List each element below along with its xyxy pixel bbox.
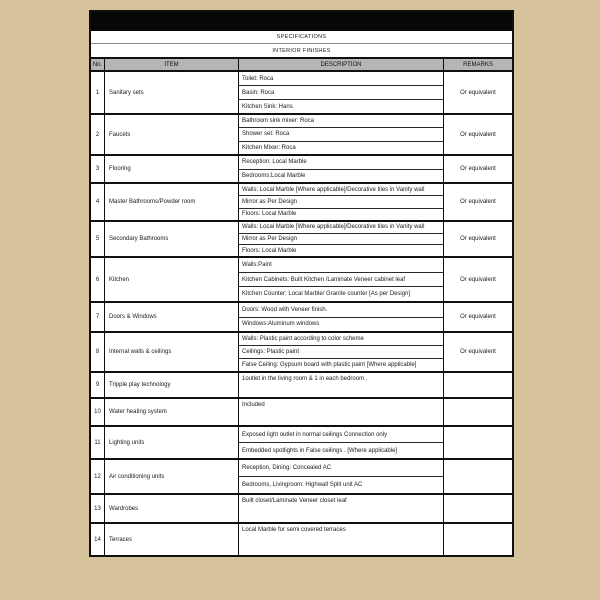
remarks-cell: Or equivalent (460, 314, 496, 320)
description-cell (239, 373, 444, 397)
description-cell (239, 72, 444, 113)
row-number-cell: 9 (91, 373, 105, 397)
spec-table-body (91, 72, 512, 555)
table-row (91, 373, 512, 399)
table-row (91, 460, 512, 495)
row-number-cell: 4 (91, 184, 105, 220)
row-number-cell: 7 (91, 303, 105, 331)
item-cell: Doors & Windows (105, 303, 239, 331)
remarks-cell (444, 373, 512, 397)
item-cell: Internal walls & ceilings (105, 333, 239, 371)
remarks-cell (444, 495, 512, 522)
description-line: Shower set: Roca (239, 128, 443, 141)
description-line: Mirror as Per Design (239, 234, 443, 246)
table-row (91, 524, 512, 555)
item-cell: Sanitary sets (105, 72, 239, 113)
document-subtitle: INTERIOR FINISHES (91, 44, 512, 59)
remarks-cell (444, 427, 512, 458)
table-row (91, 333, 512, 373)
description-line: Walls: Local Marble [Where applicable]/Decorative tiles in Vanity wall (239, 222, 443, 234)
table-row (91, 115, 512, 156)
row-number-cell: 14 (91, 524, 105, 555)
remarks-cell (444, 524, 512, 555)
item-cell: Flooring (105, 156, 239, 182)
description-line: Kitchen Sink: Hans (242, 103, 293, 110)
item-cell: Lighting units (105, 427, 239, 458)
table-row (91, 399, 512, 427)
row-number-cell: 8 (91, 333, 105, 371)
remarks-cell: Or equivalent (460, 349, 496, 355)
description-line: Reception, Dining: Concealed AC (239, 460, 443, 477)
remarks-cell: Or equivalent (460, 166, 496, 172)
table-row (91, 258, 512, 303)
table-row (91, 427, 512, 460)
table-header-row (91, 59, 512, 72)
row-number-cell: 2 (91, 115, 105, 154)
document-title: SPECIFICATIONS (91, 31, 512, 44)
description-cell (239, 258, 444, 301)
remarks-cell (444, 460, 512, 493)
row-number-cell: 3 (91, 156, 105, 182)
description-line: Included (242, 402, 265, 408)
description-line: Walls: Local Marble [Where applicable]/Decorative tiles in Vanity wall (239, 184, 443, 196)
remarks-cell: Or equivalent (460, 199, 496, 205)
description-cell (239, 156, 444, 182)
description-line: Walls: Plastic paint according to color scheme (239, 333, 443, 346)
description-line: 1outlet in the living room & 1 in each bedroom . (242, 376, 368, 382)
description-line: Reception: Local Marble (239, 156, 443, 170)
remarks-cell: Or equivalent (460, 131, 496, 138)
row-number-cell: 5 (91, 222, 105, 256)
column-header-remarks: REMARKS (463, 61, 493, 68)
description-line: Built closet/Laminate Veneer closet leaf (242, 498, 347, 504)
description-cell (239, 184, 444, 220)
column-header-no: No. (91, 59, 105, 70)
description-line: False Ceiling: Gypsum board with plastic paint [Where applicable] (242, 362, 417, 368)
description-line: Mirror as Per Design (239, 196, 443, 208)
item-cell: Secondary Bathrooms (105, 222, 239, 256)
description-cell (239, 115, 444, 154)
table-row (91, 184, 512, 222)
description-line: Ceilings: Plastic paint (239, 346, 443, 359)
row-number-cell: 10 (91, 399, 105, 425)
description-cell (239, 495, 444, 522)
description-line: Local Marble for semi covered terraces (242, 527, 346, 533)
description-line: Floors: Local Marble (242, 211, 297, 218)
remarks-cell: Or equivalent (460, 276, 496, 283)
column-header-description: DESCRIPTION (239, 59, 444, 70)
description-cell (239, 399, 444, 425)
item-cell: Air conditioning units (105, 460, 239, 493)
table-row (91, 156, 512, 184)
title-bar (91, 12, 512, 31)
description-line: Exposed light outlet in normal ceilings Connection only (239, 427, 443, 443)
table-row (91, 72, 512, 115)
row-number-cell: 11 (91, 427, 105, 458)
remarks-cell: Or equivalent (460, 89, 496, 96)
remarks-cell: Or equivalent (460, 236, 496, 242)
row-number-cell: 6 (91, 258, 105, 301)
row-number-cell: 12 (91, 460, 105, 493)
description-line: Bedrooms, Livingroom: Highwall Split unit AC (242, 482, 363, 488)
table-row (91, 303, 512, 333)
item-cell: Tripple play technology (105, 373, 239, 397)
description-line: Kitchen Mixer: Roca (242, 144, 296, 151)
table-row (91, 495, 512, 524)
description-cell (239, 303, 444, 331)
description-line: Kitchen Cabinets: Built Kitchen /Laminate Veneer cabinet leaf (239, 273, 443, 288)
item-cell: Terraces (105, 524, 239, 555)
item-cell: Wardrobes (105, 495, 239, 522)
column-header-item: ITEM (105, 59, 239, 70)
description-line: Bathroom sink mixer: Roca (239, 115, 443, 128)
item-cell: Water heating system (105, 399, 239, 425)
description-line: Basin: Roca (239, 86, 443, 100)
item-cell: Kitchen (105, 258, 239, 301)
description-cell (239, 427, 444, 458)
item-cell: Master Bathrooms/Powder room (105, 184, 239, 220)
description-cell (239, 333, 444, 371)
description-line: Toilet: Roca (239, 72, 443, 86)
row-number-cell: 1 (91, 72, 105, 113)
remarks-cell (444, 399, 512, 425)
item-cell: Faucets (105, 115, 239, 154)
row-number-cell: 13 (91, 495, 105, 522)
description-line: Embedded spotlights in False ceilings . [Where applicable] (242, 447, 398, 454)
description-line: Doors: Wood with Veneer finish. (239, 303, 443, 318)
description-line: Floors: Local Marble (242, 247, 297, 254)
description-line: Windows:Aluminum windows (242, 321, 320, 328)
description-line: Kitchen Counter: Local Marble/ Granite counter [As per Design] (242, 291, 411, 298)
description-cell (239, 460, 444, 493)
specification-sheet (89, 10, 514, 557)
description-cell (239, 222, 444, 256)
table-row (91, 222, 512, 258)
description-line: Walls:Paint (239, 258, 443, 273)
description-cell (239, 524, 444, 555)
description-line: Bedrooms:Local Marble (242, 172, 306, 179)
